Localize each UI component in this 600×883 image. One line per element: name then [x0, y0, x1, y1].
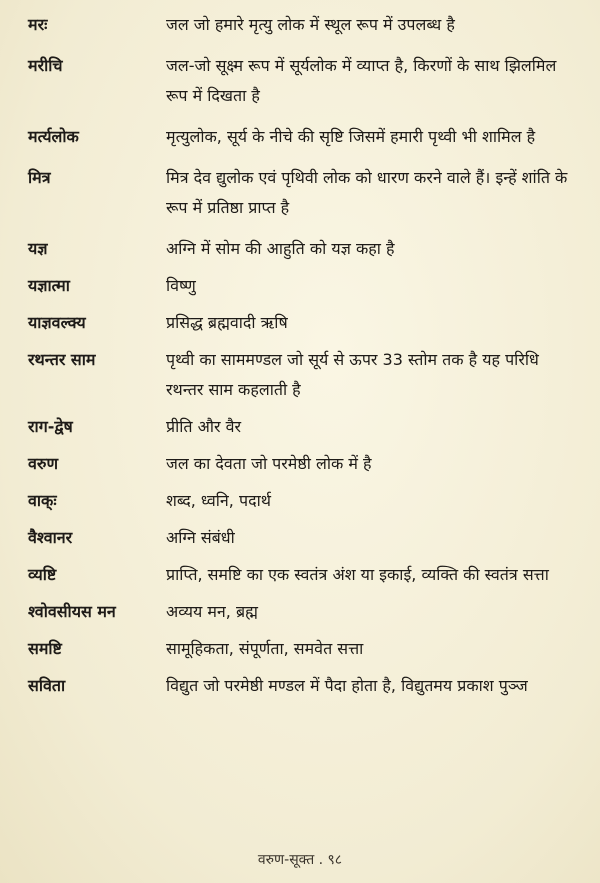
entry-term: राग-द्वेष [28, 417, 73, 436]
entry-definition: प्रीति और वैर [166, 417, 242, 436]
glossary-list [0, 10, 600, 701]
glossary-entry [0, 486, 600, 516]
page-footer: वरुण-सूक्त . ९८ [257, 852, 343, 868]
entry-definition: मित्र देव द्युलोक एवं पृथिवी लोक को धारण करने वाले हैं। इन्हें शांति के रूप में प्रतिष्ठा प्राप्त है [166, 168, 568, 217]
entry-term: वैश्वानर [28, 528, 73, 547]
entry-term: वरुण [28, 454, 59, 473]
entry-definition: विष्णु [166, 276, 196, 295]
entry-definition: विद्युत जो परमेष्ठी मण्डल में पैदा होता है, विद्युतमय प्रकाश पुञ्ज [166, 676, 528, 695]
entry-term: यज्ञात्मा [28, 276, 70, 295]
entry-definition: सामूहिकता, संपूर्णता, समवेत सत्ता [166, 639, 364, 658]
glossary-entry [0, 345, 600, 405]
glossary-entry [0, 560, 600, 590]
entry-term: समष्टि [28, 639, 62, 658]
glossary-entry [0, 271, 600, 301]
entry-definition: प्राप्ति, समष्टि का एक स्वतंत्र अंश या इकाई, व्यक्ति की स्वतंत्र सत्ता [166, 565, 549, 584]
entry-definition: पृथ्वी का साममण्डल जो सूर्य से ऊपर 33 स्तोम तक है यह परिधि रथन्तर साम कहलाती है [166, 350, 539, 399]
entry-definition: जल का देवता जो परमेष्ठी लोक में है [166, 454, 372, 473]
entry-term: यज्ञ [28, 239, 48, 258]
entry-term: मित्र [28, 168, 51, 187]
entry-term: व्यष्टि [28, 565, 57, 584]
glossary-entry [0, 412, 600, 442]
glossary-entry [0, 523, 600, 553]
entry-definition: अग्नि में सोम की आहुति को यज्ञ कहा है [166, 239, 395, 258]
entry-definition: अग्नि संबंधी [166, 528, 235, 547]
entry-definition: जल जो हमारे मृत्यु लोक में स्थूल रूप में उपलब्ध है [166, 15, 455, 34]
entry-term: मरीचि [28, 56, 63, 75]
entry-definition: शब्द, ध्वनि, पदार्थ [166, 491, 271, 510]
entry-term: सविता [28, 676, 66, 695]
glossary-entry [0, 671, 600, 701]
glossary-entry [0, 234, 600, 264]
glossary-entry [0, 122, 600, 152]
glossary-entry [0, 51, 600, 111]
entry-definition: अव्यय मन, ब्रह्म [166, 602, 258, 621]
glossary-entry [0, 597, 600, 627]
glossary-entry [0, 634, 600, 664]
glossary-entry [0, 449, 600, 479]
entry-definition: जल-जो सूक्ष्म रूप में सूर्यलोक में व्याप्त है, किरणों के साथ झिलमिल रूप में दिखता है [166, 56, 557, 105]
entry-definition: प्रसिद्ध ब्रह्मवादी ऋषि [166, 313, 288, 332]
entry-term: श्वोवसीयस मन [28, 602, 116, 621]
entry-term: मर्त्यलोक [28, 127, 79, 146]
entry-term: मरः [28, 15, 48, 34]
glossary-entry [0, 163, 600, 223]
entry-term: याज्ञवल्क्य [28, 313, 86, 332]
glossary-entry [0, 308, 600, 338]
entry-term: रथन्तर साम [28, 350, 96, 369]
entry-term: वाक्ः [28, 491, 57, 510]
entry-definition: मृत्युलोक, सूर्य के नीचे की सृष्टि जिसमें हमारी पृथ्वी भी शामिल है [166, 127, 536, 146]
glossary-entry [0, 10, 600, 40]
